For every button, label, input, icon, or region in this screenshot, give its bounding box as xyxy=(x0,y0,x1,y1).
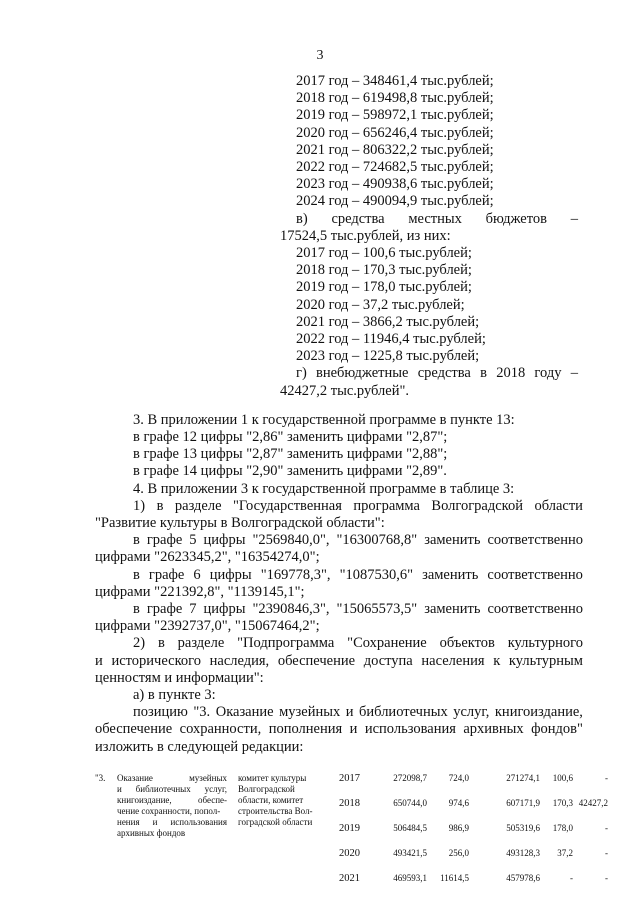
para-a: а) в пункте 3: xyxy=(133,687,216,703)
list-item: 2019 год – 178,0 тыс.рублей; xyxy=(296,279,472,296)
table-cell-local: - xyxy=(570,872,573,883)
list-item: в графе 12 цифры "2,86" заменить цифрами "2,87"; xyxy=(133,429,448,445)
table-cell-regional: 493128,3 xyxy=(506,847,540,858)
table-cell-extra: - xyxy=(605,847,608,858)
position-line1: позицию "3. Оказание музейных и библиотечных услуг, книгоиздание, xyxy=(133,704,583,721)
para4-title: 4. В приложении 3 к государственной программе в таблице 3: xyxy=(133,480,515,497)
table-executor-line: Волгоградской xyxy=(238,783,295,794)
list-item: 2022 год – 11946,4 тыс.рублей; xyxy=(296,331,486,347)
table-desc-line: книгоиздание, обеспе- xyxy=(117,794,227,805)
table-cell-total: 469593,1 xyxy=(393,872,427,883)
col6-line1: в графе 6 цифры "169778,3", "1087530,6" заменить соответственно xyxy=(133,566,583,583)
table-desc-line: Оказание музейных xyxy=(117,772,227,783)
list-item: 2018 год – 619498,8 тыс.рублей; xyxy=(296,90,494,107)
financing-table xyxy=(0,765,640,905)
list-item: 2023 год – 490938,6 тыс.рублей; xyxy=(296,176,494,193)
table-cell-federal: 986,9 xyxy=(448,822,469,833)
para4-2-line1: 2) в разделе "Подпрограмма "Сохранение объектов культурного xyxy=(133,635,583,652)
table-cell-local: 178,0 xyxy=(552,822,573,833)
table-cell-year: 2017 xyxy=(339,772,360,784)
position-line3: изложить в следующей редакции: xyxy=(95,738,304,755)
list-item: в графе 14 цифры "2,90" заменить цифрами "2,89". xyxy=(133,463,447,480)
table-cell-extra: 42427,2 xyxy=(578,797,608,808)
table-desc-line: чение сохранности, попол- xyxy=(117,805,221,816)
table-cell-extra: - xyxy=(605,872,608,883)
col7-line1: в графе 7 цифры "2390846,3", "15065573,5" заменить соответственно xyxy=(133,601,583,617)
table-cell-local: 37,2 xyxy=(557,847,573,858)
list-item: 2020 год – 37,2 тыс.рублей; xyxy=(296,296,465,313)
para4-1-line2: "Развитие культуры в Волгоградской области": xyxy=(95,515,385,531)
para4-2-line3: ценностям и информации": xyxy=(95,669,264,686)
table-cell-year: 2018 xyxy=(339,797,360,809)
table-desc-line: нения и использования xyxy=(117,816,227,827)
list-item: 2018 год – 170,3 тыс.рублей; xyxy=(296,262,472,279)
col7-line2: цифрами "2392737,0", "15067464,2"; xyxy=(95,618,320,635)
local-budget-heading: в) средства местных бюджетов – xyxy=(296,210,578,227)
col5-line1: в графе 5 цифры "2569840,0", "16300768,8" заменить соответственно xyxy=(133,532,583,549)
table-cell-federal: 256,0 xyxy=(448,847,469,858)
extrabudget-amount: 42427,2 тыс.рублей". xyxy=(280,382,409,399)
list-item: 2019 год – 598972,1 тыс.рублей; xyxy=(296,107,494,124)
list-item: 2017 год – 348461,4 тыс.рублей; xyxy=(296,73,494,89)
table-cell-local: 100,6 xyxy=(552,772,573,783)
table-cell-total: 650744,0 xyxy=(393,797,427,808)
table-cell-total: 506484,5 xyxy=(393,822,427,833)
table-cell-regional: 271274,1 xyxy=(506,772,540,783)
extrabudget-line: г) внебюджетные средства в 2018 году – xyxy=(296,365,578,382)
list-item: 2021 год – 806322,2 тыс.рублей; xyxy=(296,141,494,158)
table-executor-line: комитет культуры xyxy=(238,772,307,783)
table-cell-federal: 724,0 xyxy=(448,772,469,783)
table-cell-regional: 457978,6 xyxy=(506,872,540,883)
table-cell-federal: 11614,5 xyxy=(440,872,469,883)
table-cell-federal: 974,6 xyxy=(448,797,469,808)
table-desc-line: и библиотечных услуг, xyxy=(117,783,227,794)
table-cell-year: 2021 xyxy=(339,872,360,884)
list-item: 2024 год – 490094,9 тыс.рублей; xyxy=(296,193,494,210)
table-executor-line: области, комитет xyxy=(238,794,304,805)
table-cell-total: 272098,7 xyxy=(393,772,427,783)
table-cell-extra: - xyxy=(605,822,608,833)
col6-line2: цифрами "221392,8", "1139145,1"; xyxy=(95,583,305,600)
para4-2-line2: и исторического наследия, обеспечение доступа населения к культурным xyxy=(95,652,583,669)
table-executor-line: строительства Вол- xyxy=(238,805,313,816)
table-cell-regional: 505319,6 xyxy=(506,822,540,833)
position-line2: обеспечение сохранности, пополнения и использования архивных фондов" xyxy=(95,721,583,738)
table-executor-line: гоградской области xyxy=(238,816,313,827)
table-item-number: "3. xyxy=(95,772,106,783)
col5-line2: цифрами "2623345,2", "16354274,0"; xyxy=(95,549,320,566)
table-cell-local: 170,3 xyxy=(552,797,573,808)
list-item: 2021 год – 3866,2 тыс.рублей; xyxy=(296,313,480,330)
table-desc-line: архивных фондов xyxy=(117,827,186,838)
list-item: 2017 год – 100,6 тыс.рублей; xyxy=(296,245,472,261)
table-cell-regional: 607171,9 xyxy=(506,797,540,808)
para4-1-line1: 1) в разделе "Государственная программа Волгоградской области xyxy=(133,497,583,514)
local-budget-total: 17524,5 тыс.рублей, из них: xyxy=(280,227,451,244)
table-cell-extra: - xyxy=(605,772,608,783)
page-number: 3 xyxy=(316,48,324,63)
para3-title: 3. В приложении 1 к государственной программе в пункте 13: xyxy=(133,411,515,428)
list-item: 2023 год – 1225,8 тыс.рублей; xyxy=(296,348,480,365)
table-cell-year: 2020 xyxy=(339,847,360,859)
list-item: 2020 год – 656246,4 тыс.рублей; xyxy=(296,124,494,141)
list-item: в графе 13 цифры "2,87" заменить цифрами "2,88"; xyxy=(133,446,448,463)
table-cell-total: 493421,5 xyxy=(393,847,427,858)
table-cell-year: 2019 xyxy=(339,822,360,834)
list-item: 2022 год – 724682,5 тыс.рублей; xyxy=(296,159,494,175)
